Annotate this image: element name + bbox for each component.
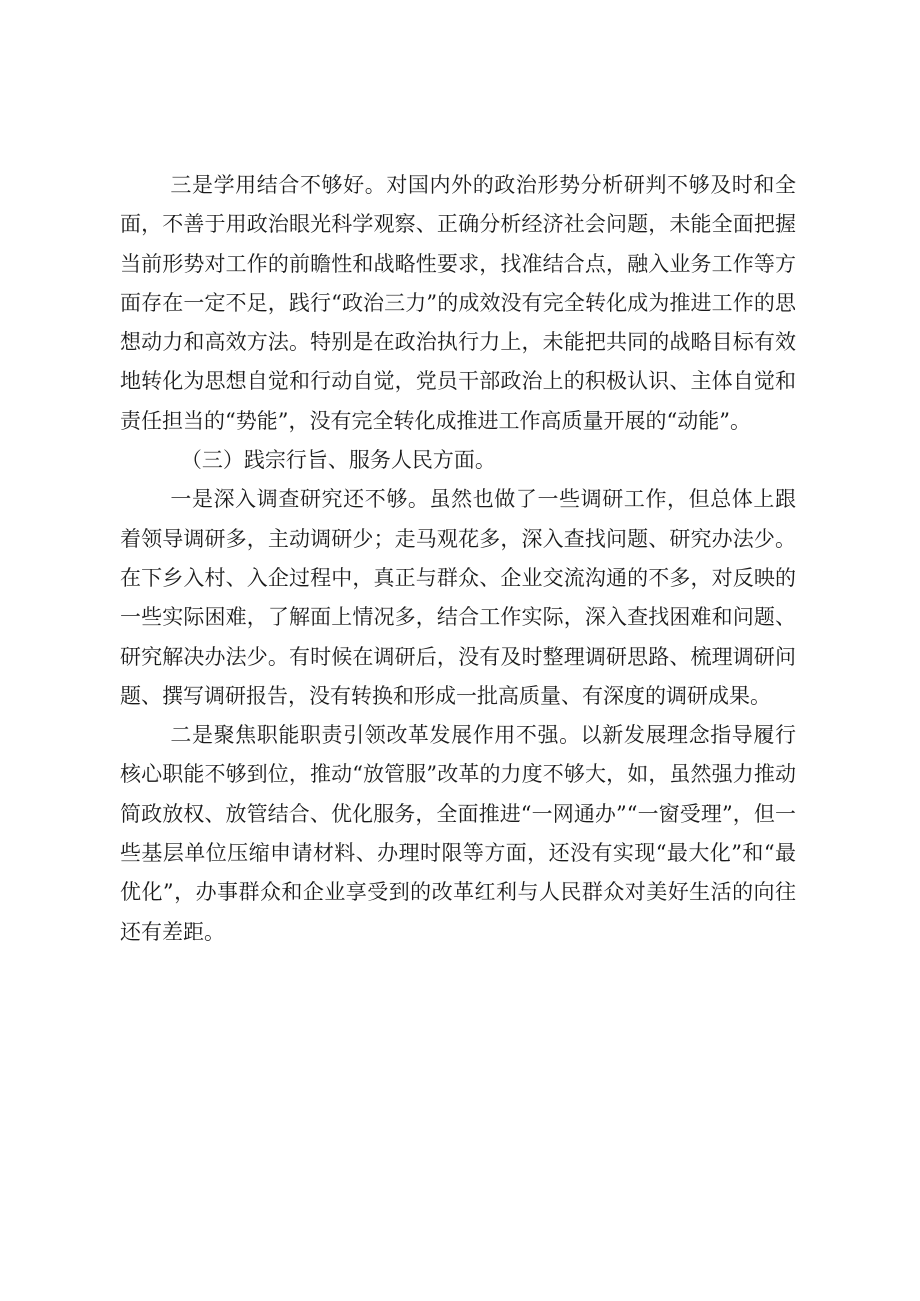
paragraph-reform-development: 二是聚焦职能职责引领改革发展作用不强。以新发展理念指导履行核心职能不够到位，推动“放管服”改革的力度不够大，如，虽然强力推动简政放权、放管结合、优化服务，全面推进“一网通办”“一窗受理”，但一些基层单位压缩申请材料、办理时限等方面，还没有实现“最大化”和“最优化”，办事群众和企业享受到的改革红利与人民群众对美好生活的向往还有差距。 [120, 723, 796, 944]
paragraph-investigation-research: 一是深入调查研究还不够。虽然也做了一些调研工作，但总体上跟着领导调研多，主动调研少；走马观花多，深入查找问题、研究办法少。在下乡入村、入企过程中，真正与群众、企业交流沟通的不多，对反映的一些实际困难，了解面上情况多，结合工作实际，深入查找困难和问题、研究解决办法少。有时候在调研后，没有及时整理调研思路、梳理调研问题、撰写调研报告，没有转换和形成一批高质量、有深度的调研成果。 [120, 487, 796, 708]
section-heading-serve-people: （三）践宗行旨、服务人民方面。 [180, 448, 496, 473]
paragraph-study-application: 三是学用结合不够好。对国内外的政治形势分析研判不够及时和全面，不善于用政治眼光科学观察、正确分析经济社会问题，未能全面把握当前形势对工作的前瞻性和战略性要求，找准结合点，融入业务工作等方面存在一定不足，践行“政治三力”的成效没有完全转化成为推进工作的思想动力和高效方法。特别是在政治执行力上，未能把共同的战略目标有效地转化为思想自觉和行动自觉，党员干部政治上的积极认识、主体自觉和责任担当的“势能”，没有完全转化成推进工作高质量开展的“动能”。 [120, 173, 796, 433]
document-body [120, 166, 796, 952]
